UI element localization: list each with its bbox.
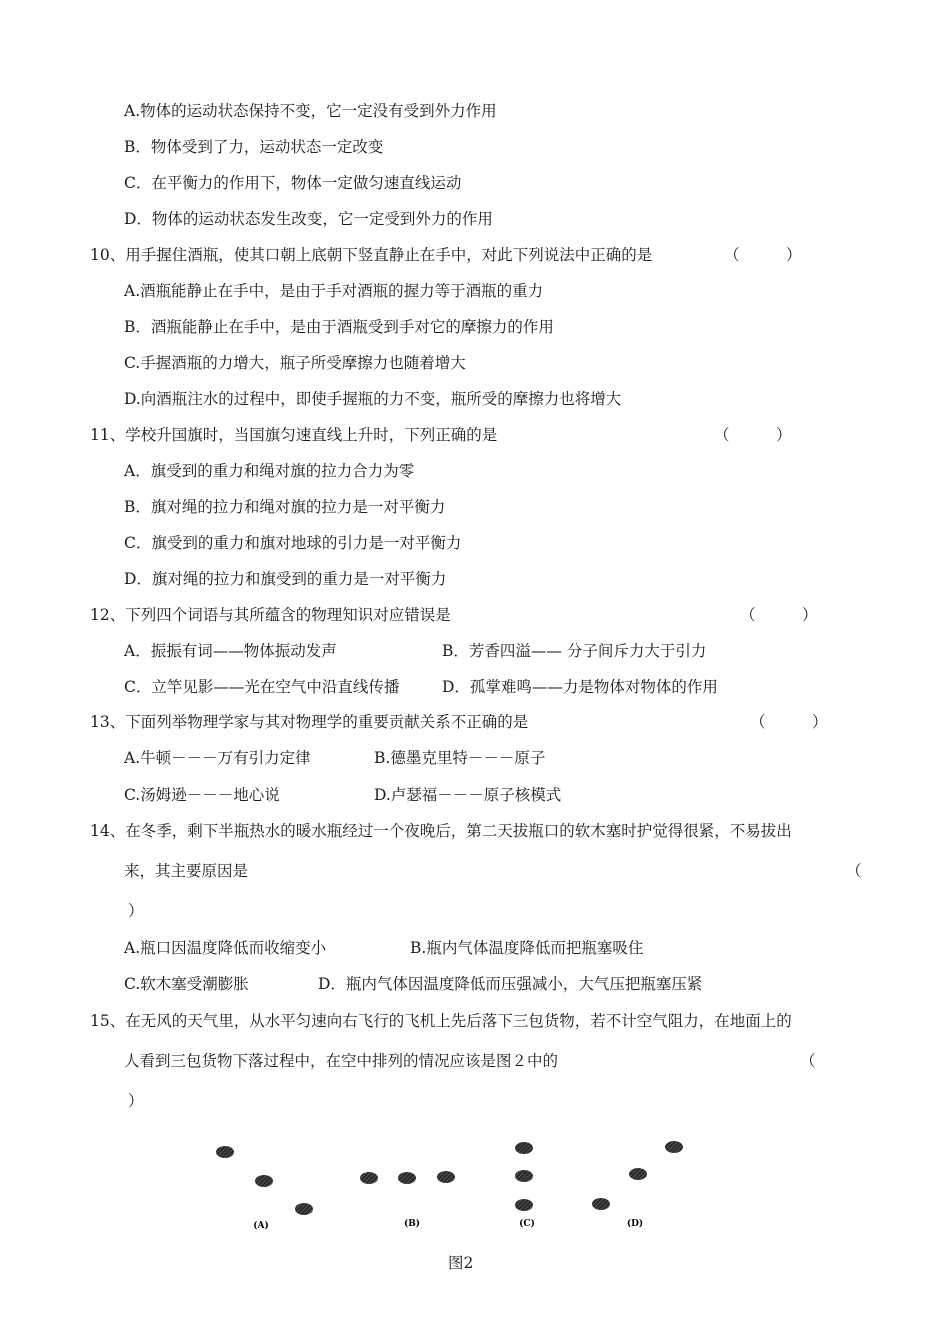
package-a-1 [216,1146,234,1158]
figure-label-a: (A) [253,1221,269,1231]
q13-answer-bracket: （ ） [750,713,828,731]
q9-option-b: B．物体受到了力，运动状态一定改变 [124,138,384,156]
q13-option-b: B.德墨克里特－－－原子 [374,749,546,767]
q12-option-c: C．立竿见影——光在空气中沿直线传播 [124,678,400,696]
figure-label-d: (D) [626,1219,644,1229]
q15-bracket-open: （ [800,1052,816,1070]
q10-option-c: C.手握酒瓶的力增大，瓶子所受摩擦力也随着增大 [124,354,466,372]
q13-stem: 13、下面列举物理学家与其对物理学的重要贡献关系不正确的是 [90,713,529,731]
figure-label-c: (C) [519,1219,535,1229]
q10-option-a: A.酒瓶能静止在手中，是由于手对酒瓶的握力等于酒瓶的重力 [124,282,544,300]
q11-option-c: C．旗受到的重力和旗对地球的引力是一对平衡力 [124,534,462,552]
q12-option-d: D．孤掌难鸣——力是物体对物体的作用 [442,678,718,696]
q10-option-d: D.向酒瓶注水的过程中，即使手握瓶的力不变，瓶所受的摩擦力也将增大 [124,390,622,408]
package-d-1 [665,1141,683,1153]
package-c-3 [515,1199,533,1211]
q15-stem: 15、在无风的天气里，从水平匀速向右飞行的飞机上先后落下三包货物，若不计空气阻力，在地面上的 [90,1012,792,1030]
q11-option-d: D．旗对绳的拉力和旗受到的重力是一对平衡力 [124,570,447,588]
figure-label-b: (B) [403,1219,421,1229]
q10-answer-bracket: （ ） [724,246,802,264]
q11-stem: 11、学校升国旗时，当国旗匀速直线上升时，下列正确的是 [90,426,498,444]
q13-option-c: C.汤姆逊－－－地心说 [124,786,280,804]
q9-option-c: C．在平衡力的作用下，物体一定做匀速直线运动 [124,174,462,192]
package-c-2 [515,1170,533,1182]
q14-option-a: A.瓶口因温度降低而收缩变小 [124,939,327,957]
q12-option-b: B．芳香四溢—— 分子间斥力大于引力 [442,642,707,660]
q13-option-d: D.卢瑟福－－－原子核模式 [374,786,562,804]
q15-stem-continued: 人看到三包货物下落过程中，在空中排列的情况应该是图２中的 [124,1052,559,1070]
q11-option-a: A．旗受到的重力和绳对旗的拉力合力为零 [124,462,415,480]
package-d-3 [592,1198,610,1210]
package-c-1 [515,1142,533,1154]
q14-option-d: D．瓶内气体因温度降低而压强减小，大气压把瓶塞压紧 [318,975,703,993]
package-d-2 [629,1168,647,1180]
q14-stem: 14、在冬季，剩下半瓶热水的暖水瓶经过一个夜晚后，第二天拔瓶口的软木塞时护觉得很紧，不易拔出 [90,822,792,840]
package-a-2 [255,1175,273,1187]
q12-option-a: A．振振有词——物体振动发声 [124,642,337,660]
q10-stem: 10、用手握住酒瓶，使其口朝上底朝下竖直静止在手中，对此下列说法中正确的是 [90,246,653,264]
q9-option-a: A.物体的运动状态保持不变，它一定没有受到外力作用 [124,102,497,120]
q14-bracket-close: ） [128,902,144,920]
q15-bracket-close: ） [128,1092,144,1110]
package-b-3 [437,1171,455,1183]
q12-stem: 12、下列四个词语与其所蕴含的物理知识对应错误是 [90,606,451,624]
package-b-1 [360,1172,378,1184]
q14-option-c: C.软木塞受潮膨胀 [124,975,249,993]
q12-answer-bracket: （ ） [740,606,818,624]
q9-option-d: D．物体的运动状态发生改变，它一定受到外力的作用 [124,210,493,228]
q13-option-a: A.牛顿－－－万有引力定律 [124,749,311,767]
q11-option-b: B．旗对绳的拉力和绳对旗的拉力是一对平衡力 [124,498,446,516]
q14-option-b: B.瓶内气体温度降低而把瓶塞吸住 [410,939,644,957]
figure-2-diagram [200,1135,720,1235]
q10-option-b: B．酒瓶能静止在手中，是由于酒瓶受到手对它的摩擦力的作用 [124,318,554,336]
q14-stem-continued: 来，其主要原因是 [124,862,249,880]
package-b-2 [398,1172,416,1184]
q11-answer-bracket: （ ） [714,426,792,444]
package-a-3 [295,1203,313,1215]
q14-bracket-open: （ [846,862,862,880]
figure-caption: 图2 [448,1254,474,1272]
